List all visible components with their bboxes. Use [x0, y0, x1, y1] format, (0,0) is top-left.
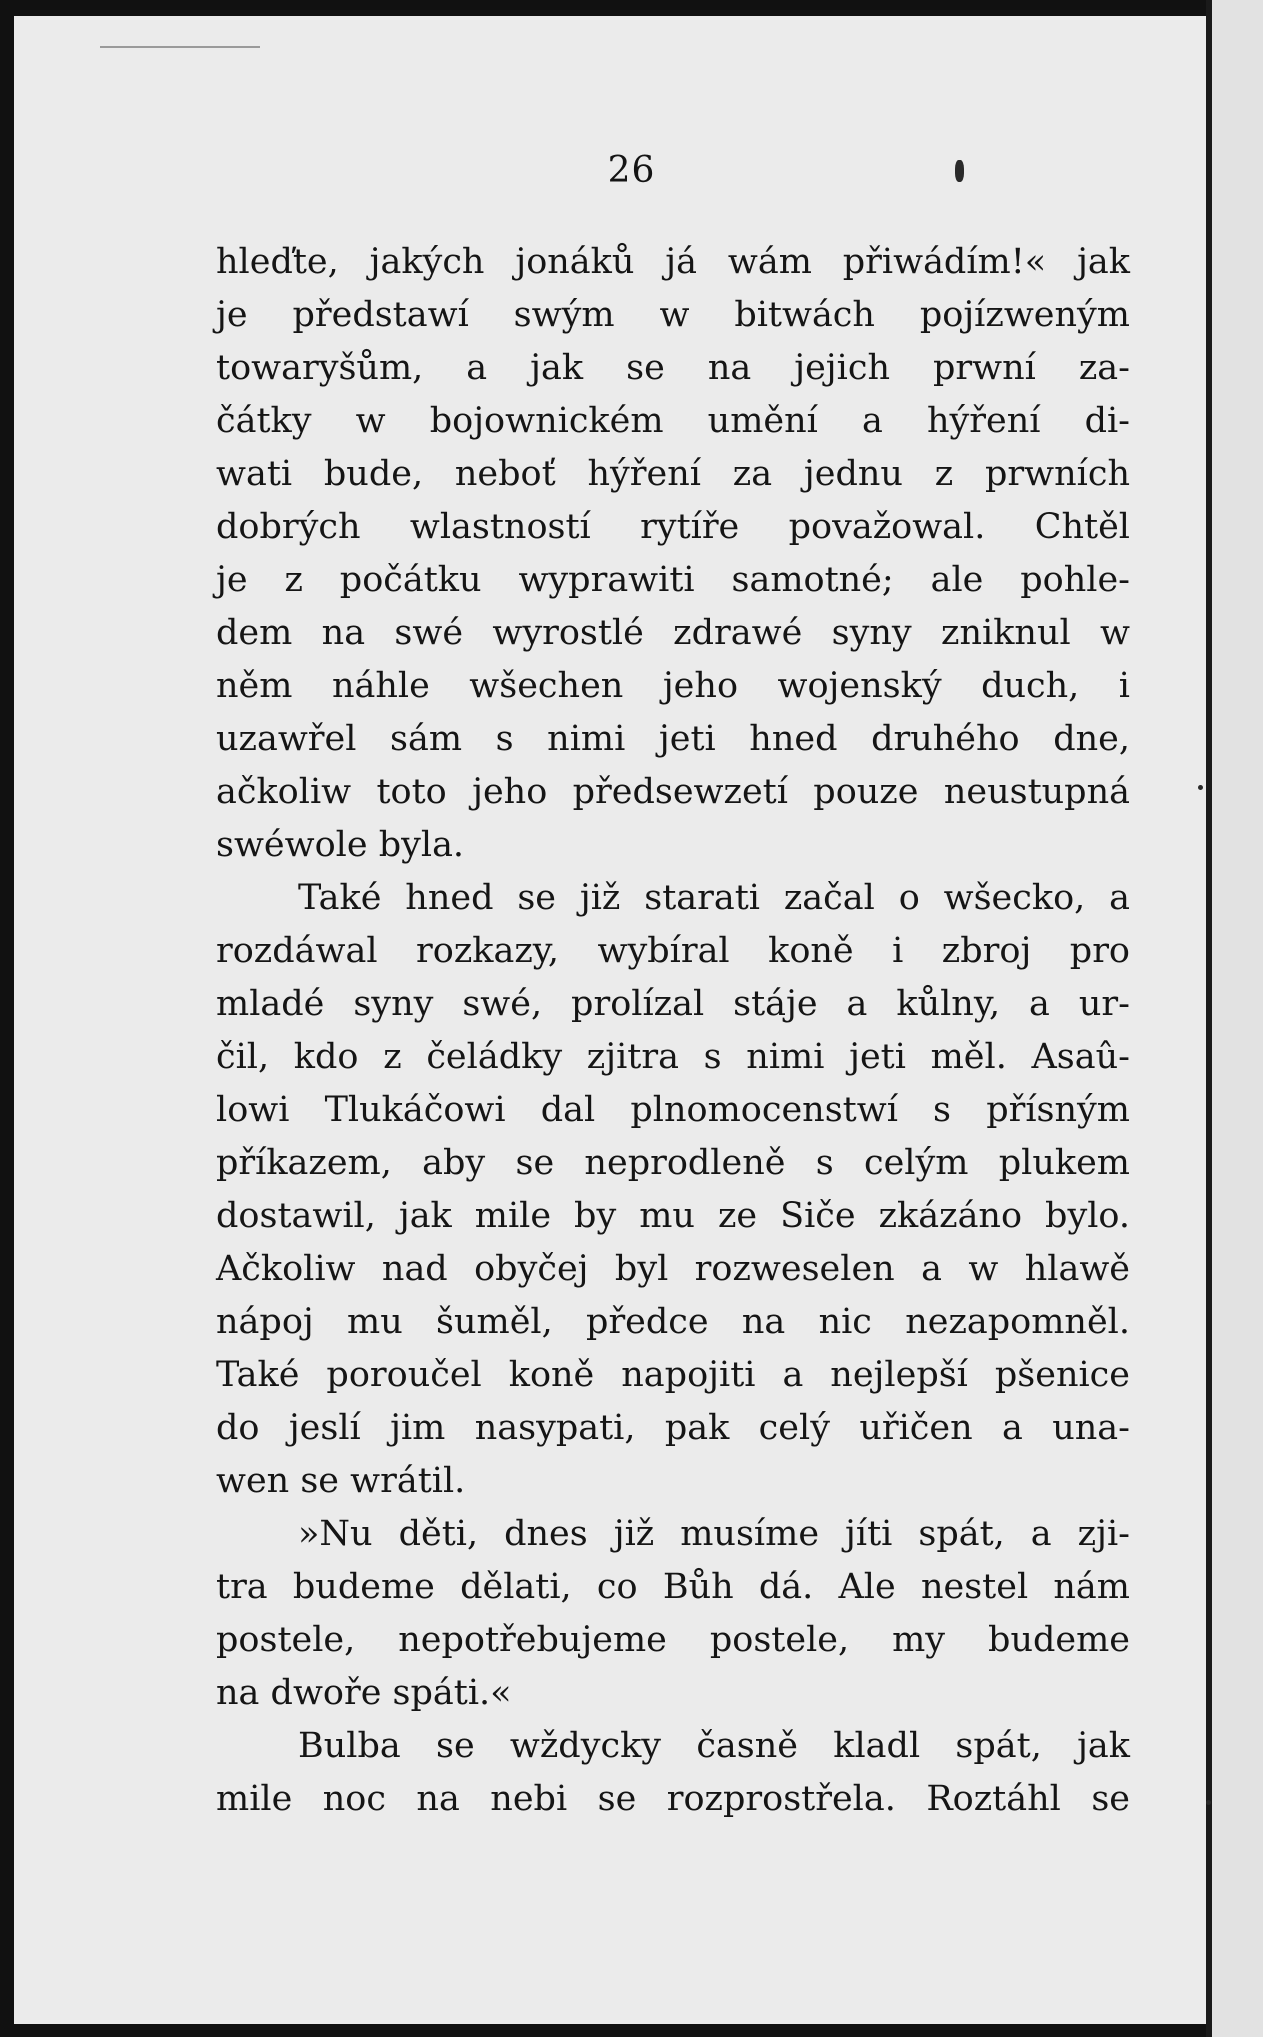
scan-artifact-line	[100, 46, 260, 48]
text-line: rozdáwal rozkazy, wybíral koně i zbroj pro	[216, 931, 1130, 971]
text-line: swéwole byla.	[216, 825, 465, 865]
text-line: postele, nepotřebujeme postele, my budeme	[216, 1620, 1130, 1660]
text-line: Bulba se wždycky časně kladl spát, jak	[298, 1726, 1130, 1766]
body-text	[216, 236, 1130, 1826]
text-line: dobrých wlastností rytíře považowal. Chtěl	[216, 507, 1130, 547]
page-number: 26	[607, 150, 656, 191]
text-line: do jeslí jim nasypati, pak celý uřičen a una-	[216, 1408, 1130, 1448]
text-line: dostawil, jak mile by mu ze Siče zkázáno bylo.	[216, 1196, 1130, 1236]
text-line: lowi Tlukáčowi dal plnomocenstwí s přísným	[216, 1090, 1130, 1130]
text-line: tra budeme dělati, co Bůh dá. Ale nestel nám	[216, 1567, 1130, 1607]
text-line: čátky w bojownickém umění a hýření di-	[216, 401, 1130, 441]
ink-speck	[1198, 785, 1203, 790]
text-line: Také poroučel koně napojiti a nejlepší pšenice	[216, 1355, 1130, 1395]
text-line: Také hned se již starati začal o wšecko, a	[298, 878, 1130, 918]
text-line: dem na swé wyrostlé zdrawé syny zniknul w	[216, 613, 1130, 653]
text-line: Ačkoliw nad obyčej byl rozweselen a w hlawě	[216, 1249, 1130, 1289]
adjacent-page-edge	[1212, 0, 1263, 2037]
text-line: je z počátku wyprawiti samotné; ale pohle-	[216, 560, 1130, 600]
text-line: hleďte, jakých jonáků já wám přiwádím!« jak	[216, 242, 1130, 282]
text-line: na dwoře spáti.«	[216, 1673, 512, 1713]
text-line: něm náhle wšechen jeho wojenský duch, i	[216, 666, 1130, 706]
text-line: mile noc na nebi se rozprostřela. Roztáhl se	[216, 1779, 1130, 1819]
text-line: ačkoliw toto jeho předsewzetí pouze neustupná	[216, 772, 1130, 812]
text-line: uzawřel sám s nimi jeti hned druhého dne,	[216, 719, 1130, 759]
text-line: wati bude, neboť hýření za jednu z prwních	[216, 454, 1130, 494]
text-line: »Nu děti, dnes již musíme jíti spát, a zji-	[298, 1514, 1130, 1554]
text-line: mladé syny swé, prolízal stáje a kůlny, a ur-	[216, 984, 1130, 1024]
text-line: čil, kdo z čeládky zjitra s nimi jeti měl. Asaû-	[216, 1037, 1130, 1077]
text-line: nápoj mu šuměl, předce na nic nezapomněl.	[216, 1302, 1130, 1342]
text-line: towaryšům, a jak se na jejich prwní za-	[216, 348, 1130, 388]
text-line: příkazem, aby se neprodleně s celým plukem	[216, 1143, 1130, 1183]
text-line: je předstawí swým w bitwách pojízweným	[216, 295, 1130, 335]
text-line: wen se wrátil.	[216, 1461, 466, 1501]
ink-speck	[1206, 1800, 1211, 1805]
